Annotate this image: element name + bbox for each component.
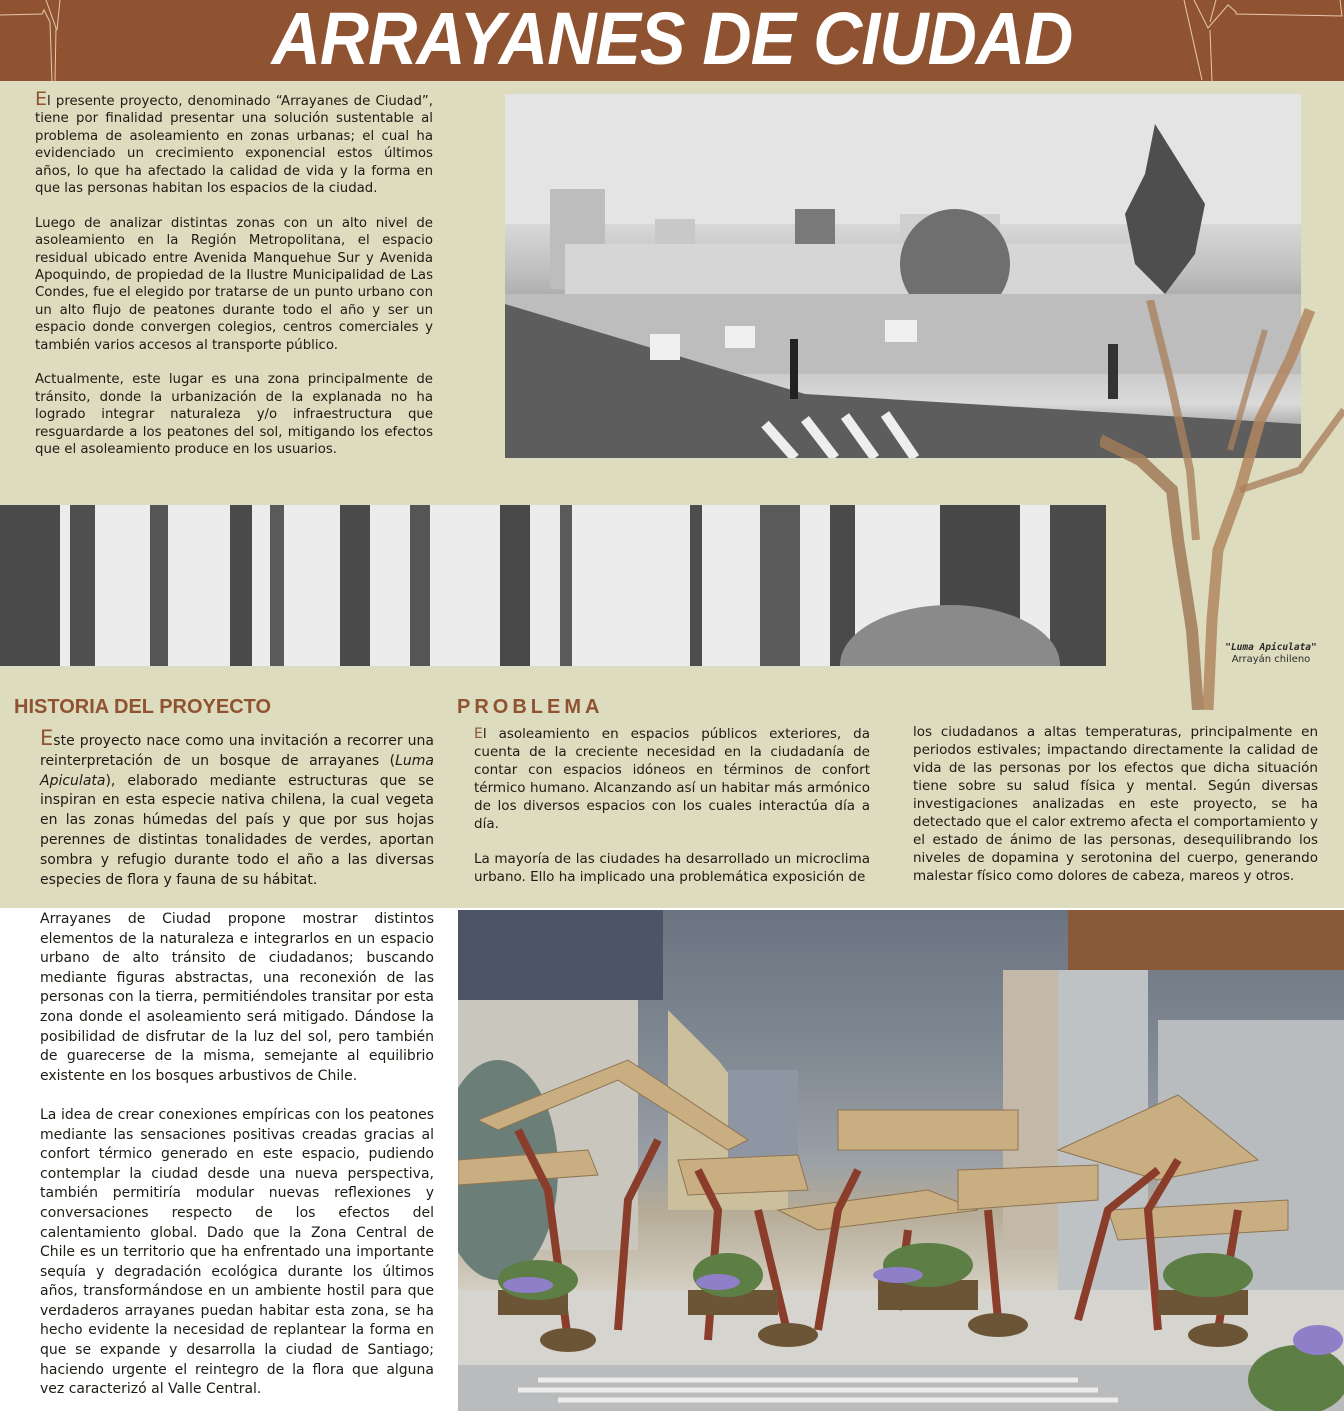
problema-text-col2: los ciudadanos a altas temperaturas, principalmente en periodos estivales; impactando directamente la calidad de vida de las personas por los efectos que dicha situación tiene sobre su salud física y mental. Según diversas investigaciones analizadas en este proyecto, se ha detectado que el calor extremo afecta el comportamiento y el estado de ánimo de las personas, desequilibrando los niveles de dopamina y serotonina del cuerpo, generando malestar físico como dolores de cabeza, mareos y otros. [913,724,1318,884]
dropcap: E [40,726,54,750]
problema-heading: PROBLEMA [457,696,604,718]
dropcap: E [35,88,48,110]
project-render-image [458,910,1344,1411]
intro-paragraph-2: Luego de analizar distintas zonas con un alto nivel de asoleamiento en la Región Metropolitana, el espacio residual ubicado entre Avenida Manquehue Sur y Avenida Apoquindo, de propiedad de la Ilustre Municipalidad de Las Condes, fue el elegido por tratarse de un punto urbano con un alto flujo de peatones durante todo el año y ser un espacio donde convergen colegios, centros comerciales y también varios accesos al transporte público. [35,215,433,353]
historia-heading: HISTORIA DEL PROYECTO [14,696,272,718]
scientific-name: "Luma Apiculata" [1225,642,1317,653]
intro-text [35,88,433,459]
problema-text-col1: El asoleamiento en espacios públicos exteriores, da cuenta de la creciente necesidad en la ciudadanía de contar con espacios idóneos en términos de confort térmico humano. Alcanzando así un habitar más armónico de los diversos espacios con los cuales interactúa día a día. La mayoría de las ciudades ha desarrollado un microclima urbano. Ello ha implicado una problemática exposición de [474,726,870,886]
historia-paragraph-2: Arrayanes de Ciudad propone mostrar distintos elementos de la naturaleza e integrarlos en un espacio urbano de alto tránsito de ciudadanos; buscando mediante figuras abstractas, una reconexión de las personas con la tierra, permitiéndoles transitar por esta zona donde el asoleamiento será mitigado. Dándose la posibilidad de disfrutar de la luz del sol, pero también de guarecerse de la misma, semejante al equilibrio existente en los bosques arbustivos de Chile. [40,911,434,1084]
forest-strip-image [0,505,1106,666]
historia-continuation-text [40,910,434,1400]
tree-caption [1206,642,1336,666]
intro-paragraph-3: Actualmente, este lugar es una zona principalmente de tránsito, donde la urbanización de la explanada no ha logrado integrar naturaleza y/o infraestructura que resguardarde a los peatones del sol, mitigando los efectos que el asoleamiento produce en los usuarios. [35,372,433,458]
historia-paragraph-3: La idea de crear conexiones empíricas con los peatones mediante las sensaciones positivas creadas gracias al confort térmico generado en este espacio, pudiendo contemplar la ciudad desde una nueva perspectiva, también permitiría modular nuevas reflexiones y conversaciones respecto de los efectos del calentamiento global. Dado que la Zona Central de Chile es un territorio que ha enfrentado una importante sequía y degradación ecológica durante los últimos años, transformándose en un ambiente hostil para que verdaderos arrayanes puedan habitar esta zona, se ha hecho evidente la necesidad de replantear la forma en que se expande y desarrolla la ciudad de Santiago; haciendo urgente el reintegro de la flora que alguna vez caracterizó al Valle Central. [40,1106,434,1398]
canopy-render-illustration [458,910,1344,1411]
intro-paragraph-1: El presente proyecto, denominado “Arrayanes de Ciudad”, tiene por finalidad presentar una solución sustentable al problema de asoleamiento en zonas urbanas; el cual ha evidenciado un crecimiento exponencial estos últimos años, lo que ha afectado la calidad de vida y la forma en que las personas habitan los espacios de la ciudad. [35,88,433,197]
historia-text: Este proyecto nace como una invitación a recorrer una reinterpretación de un bosque de arrayanes (Luma Apiculata), elaborado mediante estructuras que se inspiran en esta especie nativa chilena, la cual vegeta en las zonas húmedas del país y que por sus hojas perennes de distintas tonalidades de verdes, aportan sombra y refugio durante todo el año a las diversas especies de flora y fauna de su hábitat. [40,726,434,888]
species-italic: Luma Apiculata [40,752,434,789]
page-title: ARRAYANES DE CIUDAD [271,0,1073,80]
dropcap: E [474,726,483,742]
forest-trunks-illustration [0,505,1106,666]
branch-outline-icon [1154,0,1344,81]
poster-header [0,0,1344,81]
common-name: Arrayán chileno [1231,654,1311,665]
